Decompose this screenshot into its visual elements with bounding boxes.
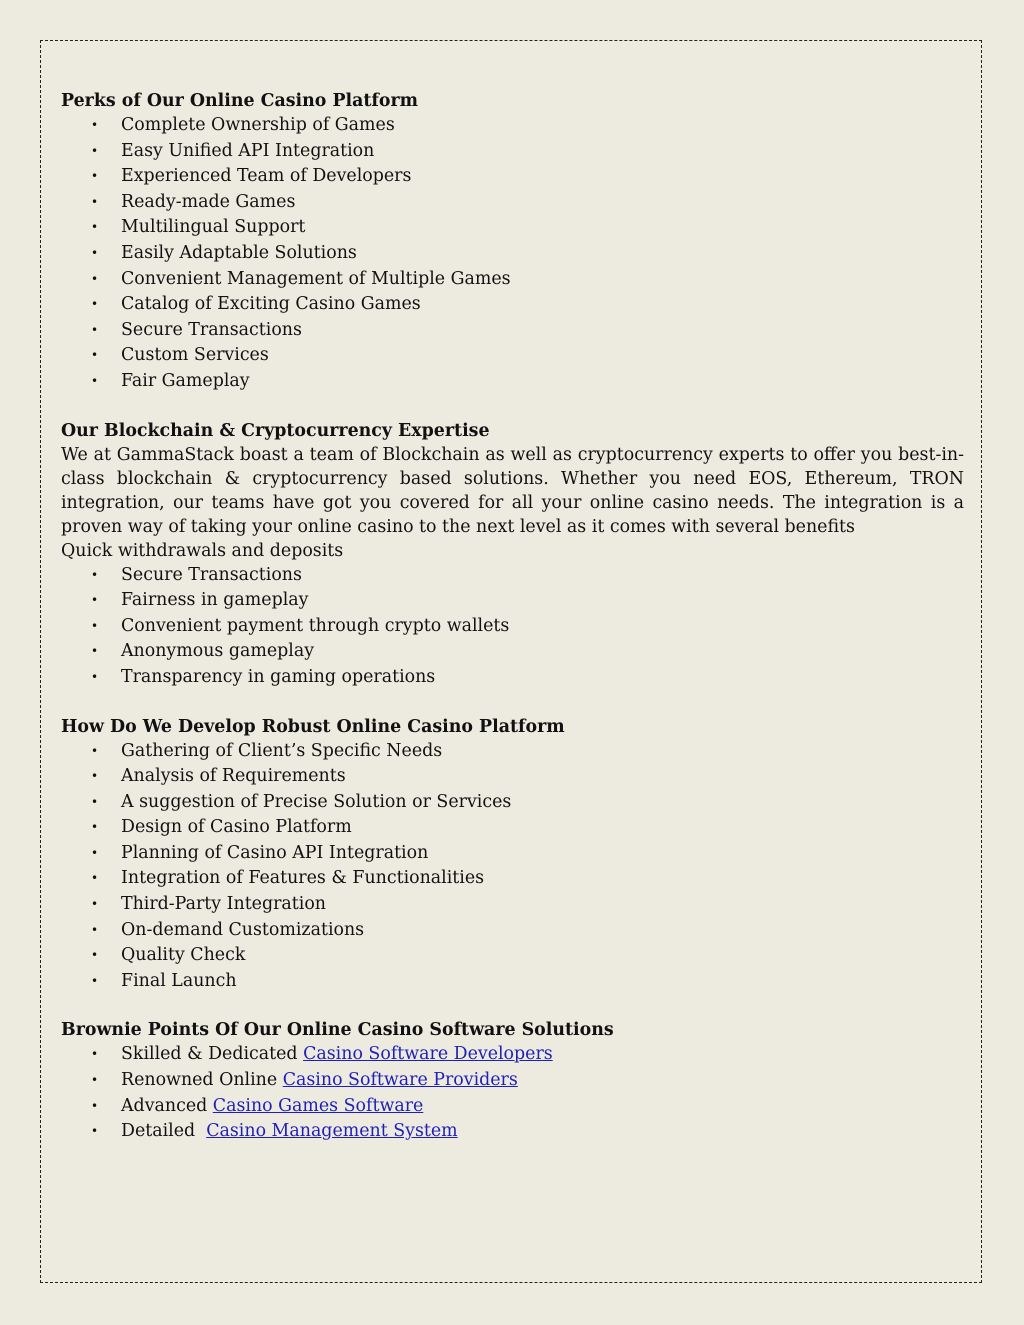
list-item: • Anonymous gameplay [61,639,964,665]
list-item: • Planning of Casino API Integration [61,841,964,867]
list-item: • Complete Ownership of Games [61,113,964,139]
list-item: • Secure Transactions [61,318,964,344]
bullet-icon: • [91,373,99,388]
list-item: • Advanced Casino Games Software [61,1094,964,1120]
bullet-icon: • [91,769,99,784]
casino-software-providers-link[interactable]: Casino Software Providers [282,1070,518,1091]
bullet-icon: • [91,948,99,963]
bullet-icon: • [91,794,99,809]
list-item: • Third-Party Integration [61,892,964,918]
bullet-icon: • [91,973,99,988]
list-item: • Quality Check [61,943,964,969]
bullet-icon: • [91,567,99,582]
list-item: • Multilingual Support [61,215,964,241]
list-item: • Renowned Online Casino Software Providers [61,1068,964,1094]
bullet-icon: • [91,1098,99,1113]
list-item: • Fairness in gameplay [61,588,964,614]
bullet-icon: • [91,1073,99,1088]
section-heading-develop: How Do We Develop Robust Online Casino Platform [61,716,565,737]
list-item: • Easily Adaptable Solutions [61,241,964,267]
list-item: • On-demand Customizations [61,918,964,944]
bullet-icon: • [91,743,99,758]
bullet-icon: • [91,897,99,912]
bullet-icon: • [91,118,99,132]
bullet-icon: • [91,644,99,659]
blockchain-benefit-line: Quick withdrawals and deposits [61,540,344,561]
list-item: • Custom Services [61,343,964,369]
section-heading-blockchain: Our Blockchain & Cryptocurrency Expertise [61,420,490,441]
develop-list [61,739,964,995]
section-heading-perks: Perks of Our Online Casino Platform [61,91,419,111]
list-item: • Catalog of Exciting Casino Games [61,292,964,318]
bullet-icon: • [91,271,99,286]
bullet-icon: • [91,618,99,633]
brownie-list [61,1042,964,1144]
section-heading-brownie: Brownie Points Of Our Online Casino Software Solutions [61,1020,614,1041]
bullet-icon: • [91,922,99,937]
bullet-icon: • [91,220,99,235]
list-item: • Ready-made Games [61,190,964,216]
bullet-icon: • [91,169,99,184]
blockchain-paragraph: We at GammaStack boast a team of Blockchain as well as cryptocurrency experts to offer you best-in-class blockchain & cryptocurrency based solutions. Whether you need EOS, Ethereum, TRON integration, our teams have got you covered for all your online casino needs. The integration is a proven way of taking your online casino to the next level as it comes with several benefits [61,444,964,537]
list-item: • Detailed Casino Management System [61,1119,964,1145]
bullet-icon: • [91,669,99,684]
list-item: • Convenient Management of Multiple Games [61,267,964,293]
casino-software-developers-link[interactable]: Casino Software Developers [303,1044,553,1065]
document-body [61,89,964,1145]
list-item: • Experienced Team of Developers [61,164,964,190]
bullet-icon: • [91,297,99,312]
bullet-icon: • [91,348,99,363]
list-item: • Integration of Features & Functionalities [61,866,964,892]
list-item: • A suggestion of Precise Solution or Services [61,790,964,816]
blockchain-list [61,563,964,691]
bullet-icon: • [91,820,99,835]
bullet-icon: • [91,1047,99,1062]
casino-games-software-link[interactable]: Casino Games Software [212,1095,424,1116]
bullet-icon: • [91,245,99,260]
list-item: • Analysis of Requirements [61,764,964,790]
list-item: • Convenient payment through crypto wallets [61,614,964,640]
bullet-icon: • [91,871,99,886]
list-item: • Final Launch [61,969,964,995]
bullet-icon: • [91,194,99,209]
list-item: • Transparency in gaming operations [61,665,964,691]
list-item: • Design of Casino Platform [61,815,964,841]
perks-list [61,113,964,395]
list-item: • Fair Gameplay [61,369,964,395]
list-item: • Skilled & Dedicated Casino Software Developers [61,1042,964,1068]
list-item: • Easy Unified API Integration [61,139,964,165]
casino-management-system-link[interactable]: Casino Management System [206,1121,458,1142]
bullet-icon: • [91,845,99,860]
bullet-icon: • [91,143,99,158]
bullet-icon: • [91,322,99,337]
bullet-icon: • [91,1124,99,1139]
list-item: • Gathering of Client’s Specific Needs [61,739,964,765]
list-item: • Secure Transactions [61,563,964,589]
bullet-icon: • [91,593,99,608]
